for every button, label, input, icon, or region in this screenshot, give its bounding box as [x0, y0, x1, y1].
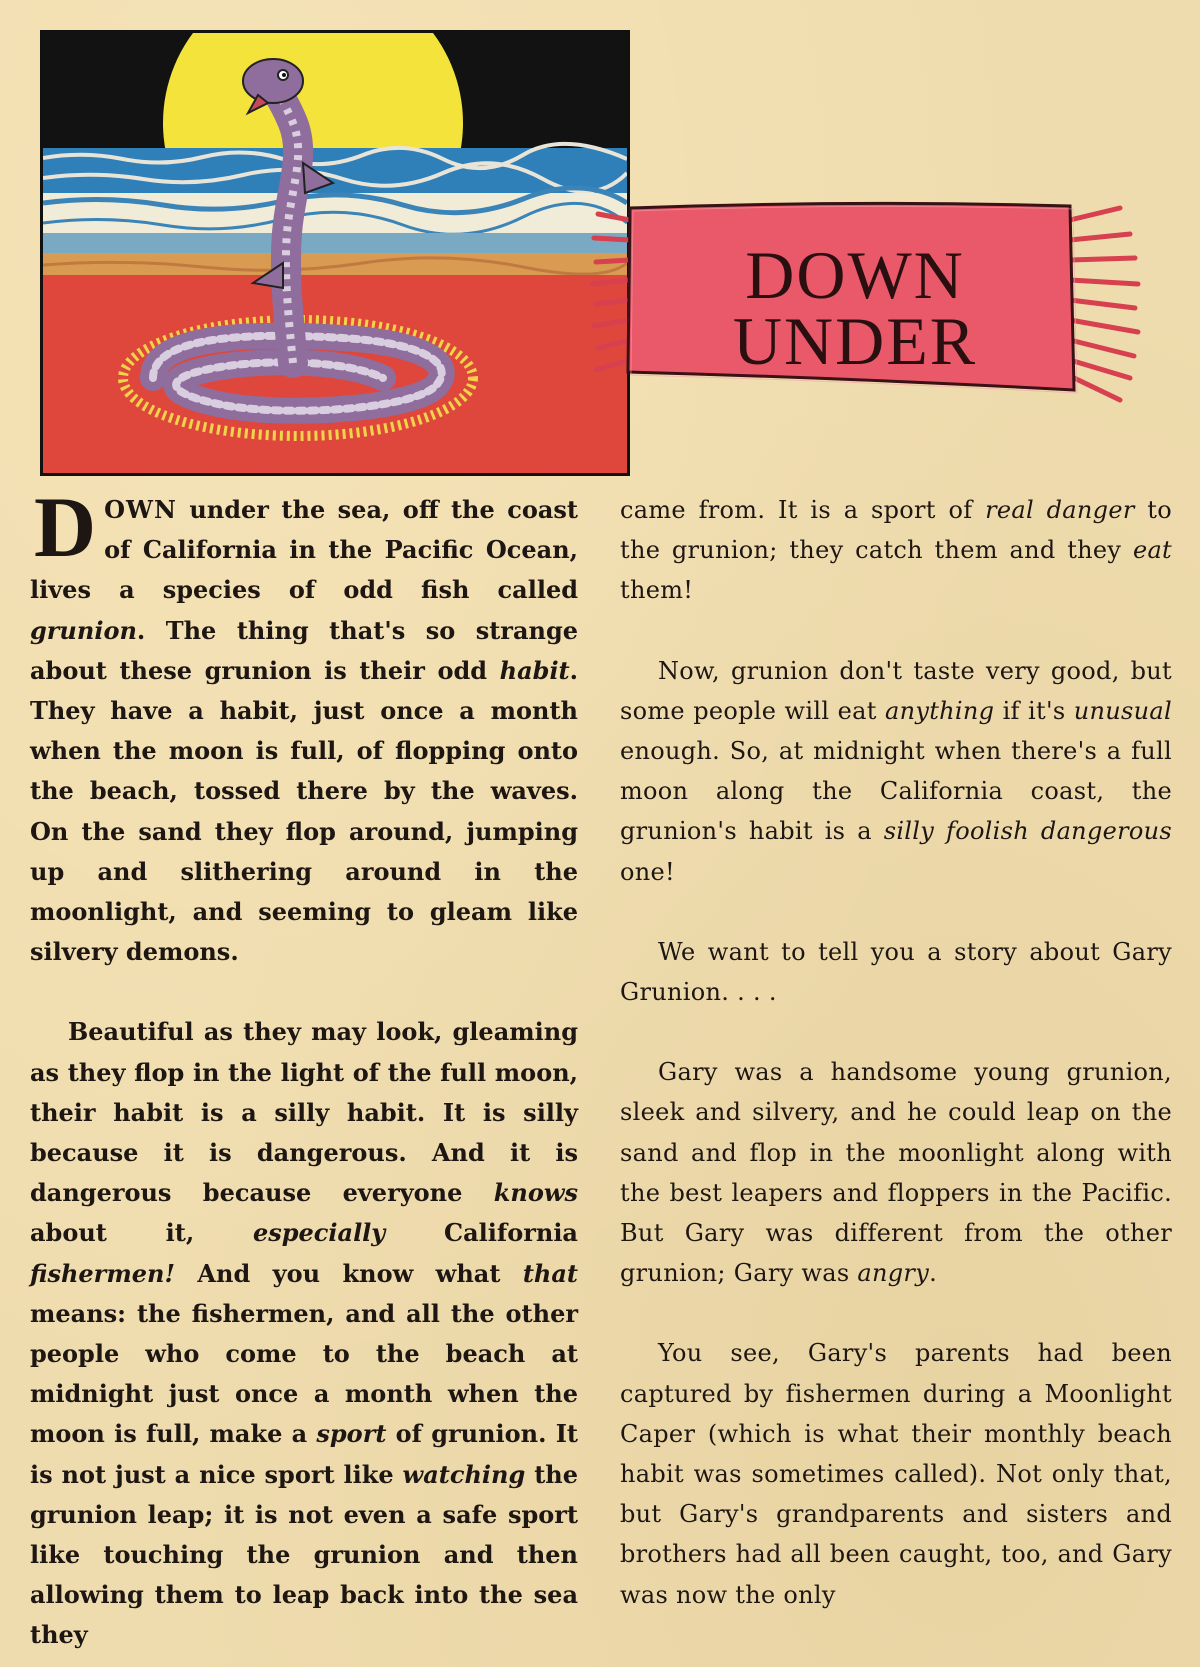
italic-word: habit — [499, 655, 570, 685]
italic-word: that — [522, 1258, 578, 1288]
right-text-column — [620, 490, 1172, 1615]
italic-word: grunion — [30, 615, 137, 645]
paragraph-7: You see, Gary's parents had been captured by fishermen during a Moonlight Caper (which is what their monthly beach habit was sometimes called). Not only that, but Gary's grandparents and sisters and brothers had all been caught, too, and Gary was now the only — [620, 1339, 1172, 1609]
title-line-2: UNDER — [732, 303, 978, 379]
paragraph-6: Gary was a handsome young grunion, sleek and silvery, and he could leap on the sand and flop in the moonlight along with the best leapers and floppers in the Pacific. But Gary was different from the other grunion; Gary was angry. — [620, 1058, 1172, 1288]
italic-word: unusual — [1073, 696, 1172, 725]
paragraph-5: We want to tell you a story about Gary Grunion. . . . — [620, 937, 1172, 1007]
italic-word: eat — [1132, 536, 1172, 565]
paragraph-4: Now, grunion don't taste very good, but some people will eat anything if it's unusual enough. So, at midnight when there's a full moon along the California coast, the grunion's habit is a silly foolish dangerous one! — [620, 656, 1173, 886]
italic-word: real danger — [985, 496, 1135, 524]
italic-word: sport — [316, 1419, 387, 1449]
italic-word: anything — [884, 696, 995, 725]
paragraph-2: Beautiful as they may look, gleaming as they flop in the light of the full moon, their habit is a silly habit. It is silly because it is dangerous. And it is dangerous because everyone knows about it, especially California fishermen! And you know what that means: the fishermen, and all the other people who come to the beach at midnight just once a month when the moon is full, make a sport of grunion. It is not just a nice sport like watching the grunion leap; it is not even a safe sport like touching the grunion and then allowing them to leap back into the sea they — [30, 1017, 578, 1650]
paragraph-3: came from. It is a sport of real danger to the grunion; they catch them and they eat them! — [620, 496, 1172, 605]
italic-word: watching — [402, 1459, 526, 1489]
italic-word: angry — [857, 1259, 930, 1288]
story-title — [690, 237, 1020, 379]
italic-word: especially — [252, 1218, 386, 1248]
italic-word: silly foolish dangerous — [883, 817, 1173, 846]
italic-word: fishermen! — [30, 1258, 175, 1288]
first-word: OWN — [104, 495, 177, 524]
italic-word: knows — [493, 1178, 578, 1208]
left-text-column — [30, 479, 578, 1656]
drop-cap: D — [34, 479, 97, 575]
grunion-moonlight-illustration — [40, 30, 630, 476]
title-banner — [590, 200, 1160, 420]
paragraph-1: DOWN under the sea, off the coast of California in the Pacific Ocean, lives a species of odd fish called grunion. The thing that's so strange about these grunion is their odd habit. They have a habit, just once a month when the moon is full, of flopping onto the beach, tossed there by the waves. On the sand they flop around, jumping up and slithering around in the moonlight, and seeming to gleam like silvery demons. — [30, 479, 578, 967]
illustration-art — [43, 33, 627, 473]
title-line-1: DOWN — [745, 237, 965, 313]
fish-head — [243, 59, 303, 103]
